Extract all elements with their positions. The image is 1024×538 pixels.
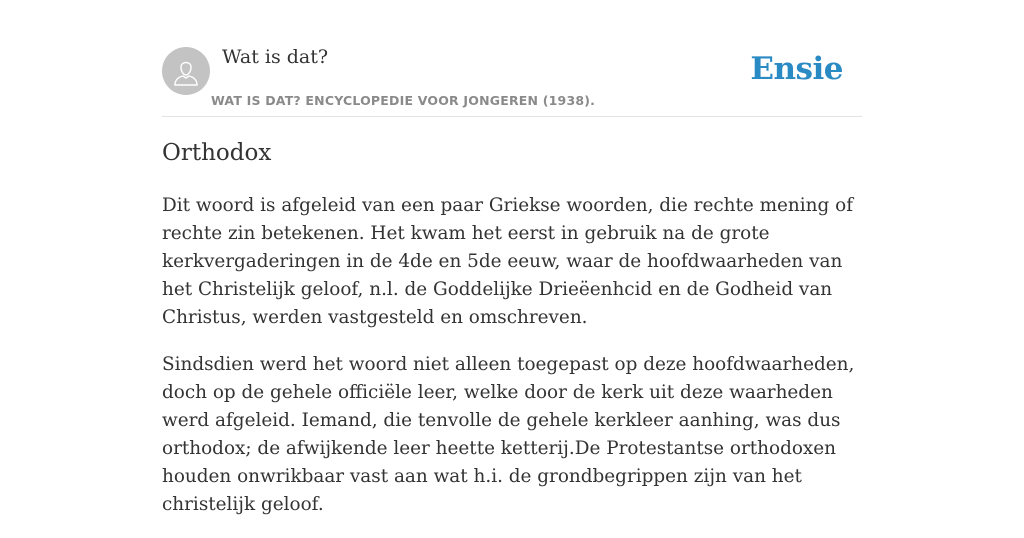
- source-header: [162, 0, 862, 117]
- user-icon: [162, 47, 210, 95]
- article-paragraph: Sindsdien werd het woord niet alleen toegepast op deze hoofdwaarheden, doch op de gehele officiële leer, welke door de kerk uit deze waarheden werd afgeleid. Iemand, die tenvolle de gehele kerkleer aanhing, was dus orthodox; de afwijkende leer heette ketterij.De Protestantse orthodoxen houden onwrikbaar vast aan wat h.i. de grondbegrippen zijn van het christelijk geloof.: [162, 354, 855, 515]
- avatar[interactable]: [162, 47, 210, 95]
- article-body: [162, 192, 867, 538]
- article-title: Orthodox: [162, 140, 272, 166]
- page-container: [162, 0, 862, 515]
- source-subtitle: WAT IS DAT? ENCYCLOPEDIE VOOR JONGEREN (1938).: [211, 93, 596, 108]
- source-title[interactable]: Wat is dat?: [222, 46, 329, 68]
- article-paragraph: Dit woord is afgeleid van een paar Griekse woorden, die rechte mening of rechte zin betekenen. Het kwam het eerst in gebruik na de grote kerkvergaderingen in de 4de en 5de eeuw, waar de hoofdwaarheden van het Christelijk geloof, n.l. de Goddelijke Drieëenhcid en de Godheid van Christus, werden vastgesteld en omschreven.: [162, 195, 853, 328]
- ensie-logo-link[interactable]: Ensie: [750, 51, 843, 87]
